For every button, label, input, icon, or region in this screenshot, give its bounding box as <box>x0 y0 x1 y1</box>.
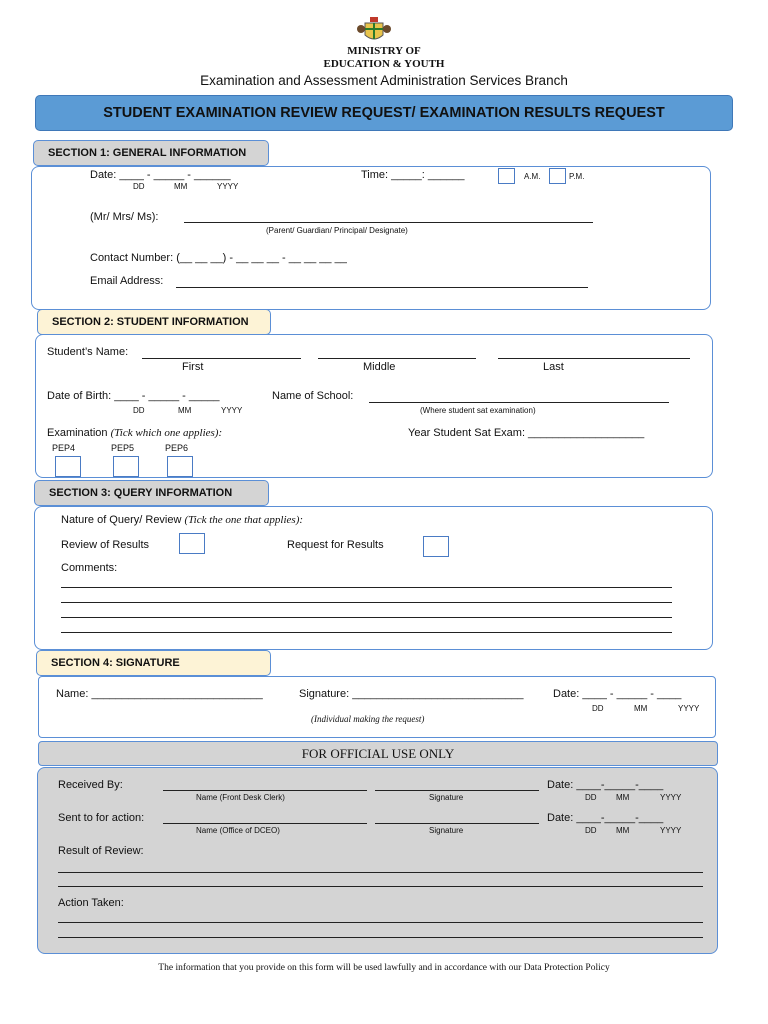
sig-yyyy-hint: YYYY <box>678 704 700 713</box>
received-dd-hint: DD <box>585 793 597 802</box>
ministry-line-1: MINISTRY OF <box>347 45 421 57</box>
ministry-name <box>0 45 768 71</box>
last-name-line[interactable] <box>498 358 690 359</box>
pep6-checkbox[interactable] <box>167 456 193 477</box>
time-field[interactable]: Time: _____: ______ <box>361 169 465 181</box>
requester-signature-field[interactable]: Signature: ____________________________ <box>299 688 524 700</box>
result-line[interactable] <box>58 872 703 873</box>
nature-label <box>61 514 303 526</box>
sent-date-field[interactable]: Date: ____-_____-____ <box>547 812 664 824</box>
section4-heading: SECTION 4: SIGNATURE <box>36 650 271 676</box>
ministry-line-2: EDUCATION & YOUTH <box>323 58 445 70</box>
pep4-checkbox[interactable] <box>55 456 81 477</box>
requester-hint: (Individual making the request) <box>311 714 425 724</box>
sig-dd-hint: DD <box>592 704 604 713</box>
received-yyyy-hint: YYYY <box>660 793 682 802</box>
pm-label: P.M. <box>569 172 585 181</box>
request-results-label: Request for Results <box>287 539 384 551</box>
school-field-line[interactable] <box>369 402 669 403</box>
am-label: A.M. <box>524 172 541 181</box>
name-field-line[interactable] <box>184 222 593 223</box>
middle-hint: Middle <box>363 361 396 373</box>
section3-heading: SECTION 3: QUERY INFORMATION <box>34 480 269 506</box>
nature-label-text: Nature of Query/ Review <box>61 514 182 526</box>
received-by-label: Received By: <box>58 779 123 791</box>
sent-yyyy-hint: YYYY <box>660 826 682 835</box>
email-field-line[interactable] <box>176 287 588 288</box>
pep5-checkbox[interactable] <box>113 456 139 477</box>
comment-line[interactable] <box>61 617 672 618</box>
first-name-line[interactable] <box>142 358 301 359</box>
dob-yyyy-hint: YYYY <box>221 406 243 415</box>
email-label: Email Address: <box>90 275 164 287</box>
form-title: STUDENT EXAMINATION REVIEW REQUEST/ EXAMINATION RESULTS REQUEST <box>35 95 733 131</box>
middle-name-line[interactable] <box>318 358 476 359</box>
contact-number-field[interactable]: Contact Number: (__ __ __) - __ __ __ - __ __ __ __ <box>90 252 347 264</box>
received-name-line[interactable] <box>163 790 367 791</box>
comment-line[interactable] <box>61 632 672 633</box>
action-line[interactable] <box>58 922 703 923</box>
received-name-hint: Name (Front Desk Clerk) <box>196 793 285 802</box>
date-mm-hint: MM <box>174 182 188 191</box>
sent-for-action-label: Sent to for action: <box>58 812 145 824</box>
data-protection-footer: The information that you provide on this form will be used lawfully and in accordance with our Data Protection Policy <box>158 963 610 973</box>
requester-date-field[interactable]: Date: ____ - _____ - ____ <box>553 688 682 700</box>
requester-name-field[interactable]: Name: ____________________________ <box>56 688 263 700</box>
sent-name-hint: Name (Office of DCEO) <box>196 826 280 835</box>
first-hint: First <box>182 361 204 373</box>
review-results-label: Review of Results <box>61 539 150 551</box>
date-field[interactable]: Date: ____ - _____ - ______ <box>90 169 231 181</box>
sent-signature-line[interactable] <box>375 823 539 824</box>
exam-hint: (Tick which one applies): <box>110 427 223 439</box>
request-results-checkbox[interactable] <box>423 536 449 557</box>
school-hint: (Where student sat examination) <box>420 406 536 415</box>
name-label: (Mr/ Mrs/ Ms): <box>90 211 159 223</box>
sent-name-line[interactable] <box>163 823 367 824</box>
section1-heading: SECTION 1: GENERAL INFORMATION <box>33 140 269 166</box>
dob-mm-hint: MM <box>178 406 192 415</box>
exam-label-text: Examination <box>47 427 108 439</box>
review-results-checkbox[interactable] <box>179 533 205 554</box>
am-checkbox[interactable] <box>498 168 515 184</box>
result-of-review-label: Result of Review: <box>58 845 144 857</box>
pm-checkbox[interactable] <box>549 168 566 184</box>
received-signature-hint: Signature <box>429 793 464 802</box>
received-date-field[interactable]: Date: ____-_____-____ <box>547 779 664 791</box>
section4-panel <box>38 676 716 738</box>
sent-signature-hint: Signature <box>429 826 464 835</box>
pep4-label: PEP4 <box>52 443 76 453</box>
student-name-label: Student’s Name: <box>47 346 129 358</box>
pep5-label: PEP5 <box>111 443 135 453</box>
sig-mm-hint: MM <box>634 704 648 713</box>
date-dd-hint: DD <box>133 182 145 191</box>
sent-dd-hint: DD <box>585 826 597 835</box>
dob-field[interactable]: Date of Birth: ____ - _____ - _____ <box>47 390 220 402</box>
section2-heading: SECTION 2: STUDENT INFORMATION <box>37 309 271 335</box>
nature-hint: (Tick the one that applies): <box>184 514 304 526</box>
year-sat-field[interactable]: Year Student Sat Exam: ___________________ <box>408 427 645 439</box>
comment-line[interactable] <box>61 602 672 603</box>
dob-dd-hint: DD <box>133 406 145 415</box>
comment-line[interactable] <box>61 587 672 588</box>
last-hint: Last <box>543 361 564 373</box>
received-signature-line[interactable] <box>375 790 539 791</box>
official-use-heading: FOR OFFICIAL USE ONLY <box>38 741 718 766</box>
date-yyyy-hint: YYYY <box>217 182 239 191</box>
action-taken-label: Action Taken: <box>58 897 124 909</box>
received-mm-hint: MM <box>616 793 630 802</box>
pep6-label: PEP6 <box>165 443 189 453</box>
result-line[interactable] <box>58 886 703 887</box>
coat-of-arms-icon <box>355 15 393 45</box>
name-hint: (Parent/ Guardian/ Principal/ Designate) <box>266 226 408 235</box>
school-label: Name of School: <box>272 390 354 402</box>
sent-mm-hint: MM <box>616 826 630 835</box>
action-line[interactable] <box>58 937 703 938</box>
exam-label <box>47 427 222 439</box>
branch-name: Examination and Assessment Administration Services Branch <box>200 73 568 88</box>
section3-panel <box>34 506 713 650</box>
comments-label: Comments: <box>61 562 118 574</box>
